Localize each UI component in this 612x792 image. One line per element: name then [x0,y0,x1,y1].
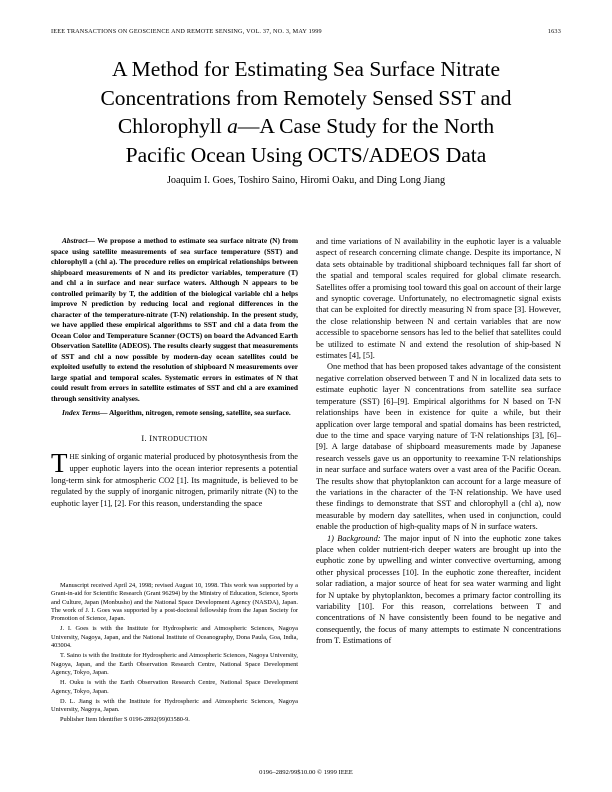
footnote-goes: J. I. Goes is with the Institute for Hydrospheric and Atmospheric Sciences, Nagoya University, Nagoya, Japan, and the National Institute of Oceanography, Dona Paula, Goa, India, 403004. [51,625,298,650]
background-paragraph [316,533,561,647]
title-line-3-post: —A Case Study for the North [237,114,495,138]
intro-smallcaps: HE [69,452,80,461]
right-column [316,236,561,647]
right-paragraph-2: One method that has been proposed takes advantage of the consistent negative correlation observed between T and N in localized data sets to estimate euphotic layer N concentrations from satellite sea surface temperature (SST) [6]–[9]. Empirical algorithms for N based on T-N relationships have been in existence for quite a while, but their application over large temporal and spatial domains has been restricted, due to the time and space varying nature of T-N relationships [3], [6]–[9]. A large database of shipboard measurements made by Japanese research vessels gave us an opportunity to reexamine T-N relationships in near surface and surface waters over a vast area of the Pacific Ocean. The results show that phytoplankton can account for a large measure of the variations in the character of the T-N relationship. We have used these findings to demonstrate that SST and chlorophyll a (chl a), now measurable by modern day satellites, when used in conjunction, could enable the production of high-quality maps of N in surface waters. [316,362,561,532]
left-column [51,236,298,509]
drop-cap: T [51,447,68,478]
title-line-3-pre: Chlorophyll [117,114,228,138]
title-italic-a: a [227,114,238,138]
index-terms-text: Algorithm, nitrogen, remote sensing, satellite, sea surface. [107,408,291,417]
footnote-manuscript: Manuscript received April 24, 1998; revised August 10, 1998. This work was supported by a Grant-in-aid for Scientific Research (Grant 96294) by the Ministry of Education, Science, Sports and Culture, Japan (Monbusho) and the National Space Development Agency (NASDA), Japan. The work of J. I. Goes was supported by a post-doctoral fellowship from the Japan Society for Promotion of Science, Japan. [51,582,298,623]
abstract-text: We propose a method to estimate sea surface nitrate (N) from space using satellite measurements of sea surface temperature (SST) and chlorophyll a (chl a). The procedure relies on empirical relationships between shipboard measurements of N and its predictor variables, temperature (T) and chl a in surface and near surface waters. Although N appears to be controlled primarily by T, the addition of the biological variable chl a helps improve N prediction by reducing local and regional differences in the character of the temperature-nitrate (T-N) relationship. In the present study, we have applied these empirical algorithms to SST and chl a data from the Ocean Color and Temperature Scanner (OCTS) on board the Advanced Earth Observation Satellite (ADEOS). The results clearly suggest that measurements of SST and chl a now possible by modern-day ocean satellites could be exploited usefully to extend the resolution of shipboard N measurements over large spatial and temporal scales. Systematic errors in estimates of N that could result from errors in satellite estimates of SST and chl a are examined through sensitivity analyses. [51,236,298,403]
background-subheading: 1) Background: [327,533,381,543]
title-line-1: A Method for Estimating Sea Surface Nitrate [111,57,501,81]
title-line-3 [40,112,572,141]
title-line-4: Pacific Ocean Using OCTS/ADEOS Data [125,142,487,167]
footnote-saino: T. Saino is with the Institute for Hydrospheric and Atmospheric Sciences, Nagoya University, Nagoya, Japan, and the Earth Observation Research Centre, National Space Development Agency, Tokyo, Japan. [51,652,298,676]
title-line-2: Concentrations from Remotely Sensed SST and [100,85,512,110]
index-terms-label: Index Terms— [62,408,108,417]
paper-title [40,55,572,169]
section-title-rest: NTRODUCTION [152,434,208,443]
intro-text: sinking of organic material produced by photosynthesis from the upper euphotic layers into the ocean interior represents a potential long-term sink for atmospheric CO2 [1]. Its magnitude, is believed to be regulated by the supply of inorganic nitrogen, primarily nitrate (N) to the euphotic layer [1], [2]. For this reason, understanding the space [51,451,298,508]
section-numeral: I. I [141,433,153,443]
index-terms [51,408,298,419]
abstract [51,236,298,404]
section-heading-introduction [51,433,298,445]
intro-paragraph [51,447,298,509]
page-number: 1633 [547,28,561,35]
copyright-footer: 0196–2892/99$10.00 © 1999 IEEE [259,769,353,776]
footnote-jiang: D. L. Jiang is with the Institute for Hydrospheric and Atmospheric Sciences, Nagoya University, Nagoya, Japan. [51,697,298,714]
footnote-ouku: H. Ouku is with the Earth Observation Research Centre, National Space Development Agency, Tokyo, Japan. [51,679,298,695]
journal-header: IEEE TRANSACTIONS ON GEOSCIENCE AND REMOTE SENSING, VOL. 37, NO. 3, MAY 1999 [51,28,322,35]
background-text: The major input of N into the euphotic zone takes place when colder nutrient-rich deeper waters are brought up into the euphotic zone by upwelling and winter convective overturning, among other physical processes [10]. In the euphotic zone thereafter, incident solar radiation, a major source of heat for sea water warming and light for N uptake by phytoplankton, becomes a primary factor controlling its variability [10]. For this reason, correlations between T and concentrations of N have consistently been found to be negative and consequently, the focus of many attempts to estimate N concentrations from T. Estimations of [316,533,561,646]
abstract-label: Abstract— [62,236,95,245]
author-list: Joaquim I. Goes, Toshiro Saino, Hiromi Oaku, and Ding Long Jiang [166,175,446,186]
right-paragraph-1: and time variations of N availability in the euphotic layer is a valuable aspect of research concerning climate change. Despite its importance, N data sets obtainable by traditional shipboard techniques fall far short of the spatial and temporal scales required for global climate research. Satellites offer a promising tool toward this goal on account of their large and synoptic coverage. Unfortunately, no electromagnetic signal exists that can be exploited for directly measuring N from space [3]. However, the close relationship between N and certain variables that are now accessible to spaceborne sensors has led to the belief that satellites could be utilized to estimate N and extend the resolution of ship-based N estimates [4], [5]. [316,237,561,361]
running-header [51,28,561,38]
footnote-block [51,582,298,727]
footnote-publisher-id: Publisher Item Identifier S 0196-2892(99)03580-9. [60,716,190,724]
